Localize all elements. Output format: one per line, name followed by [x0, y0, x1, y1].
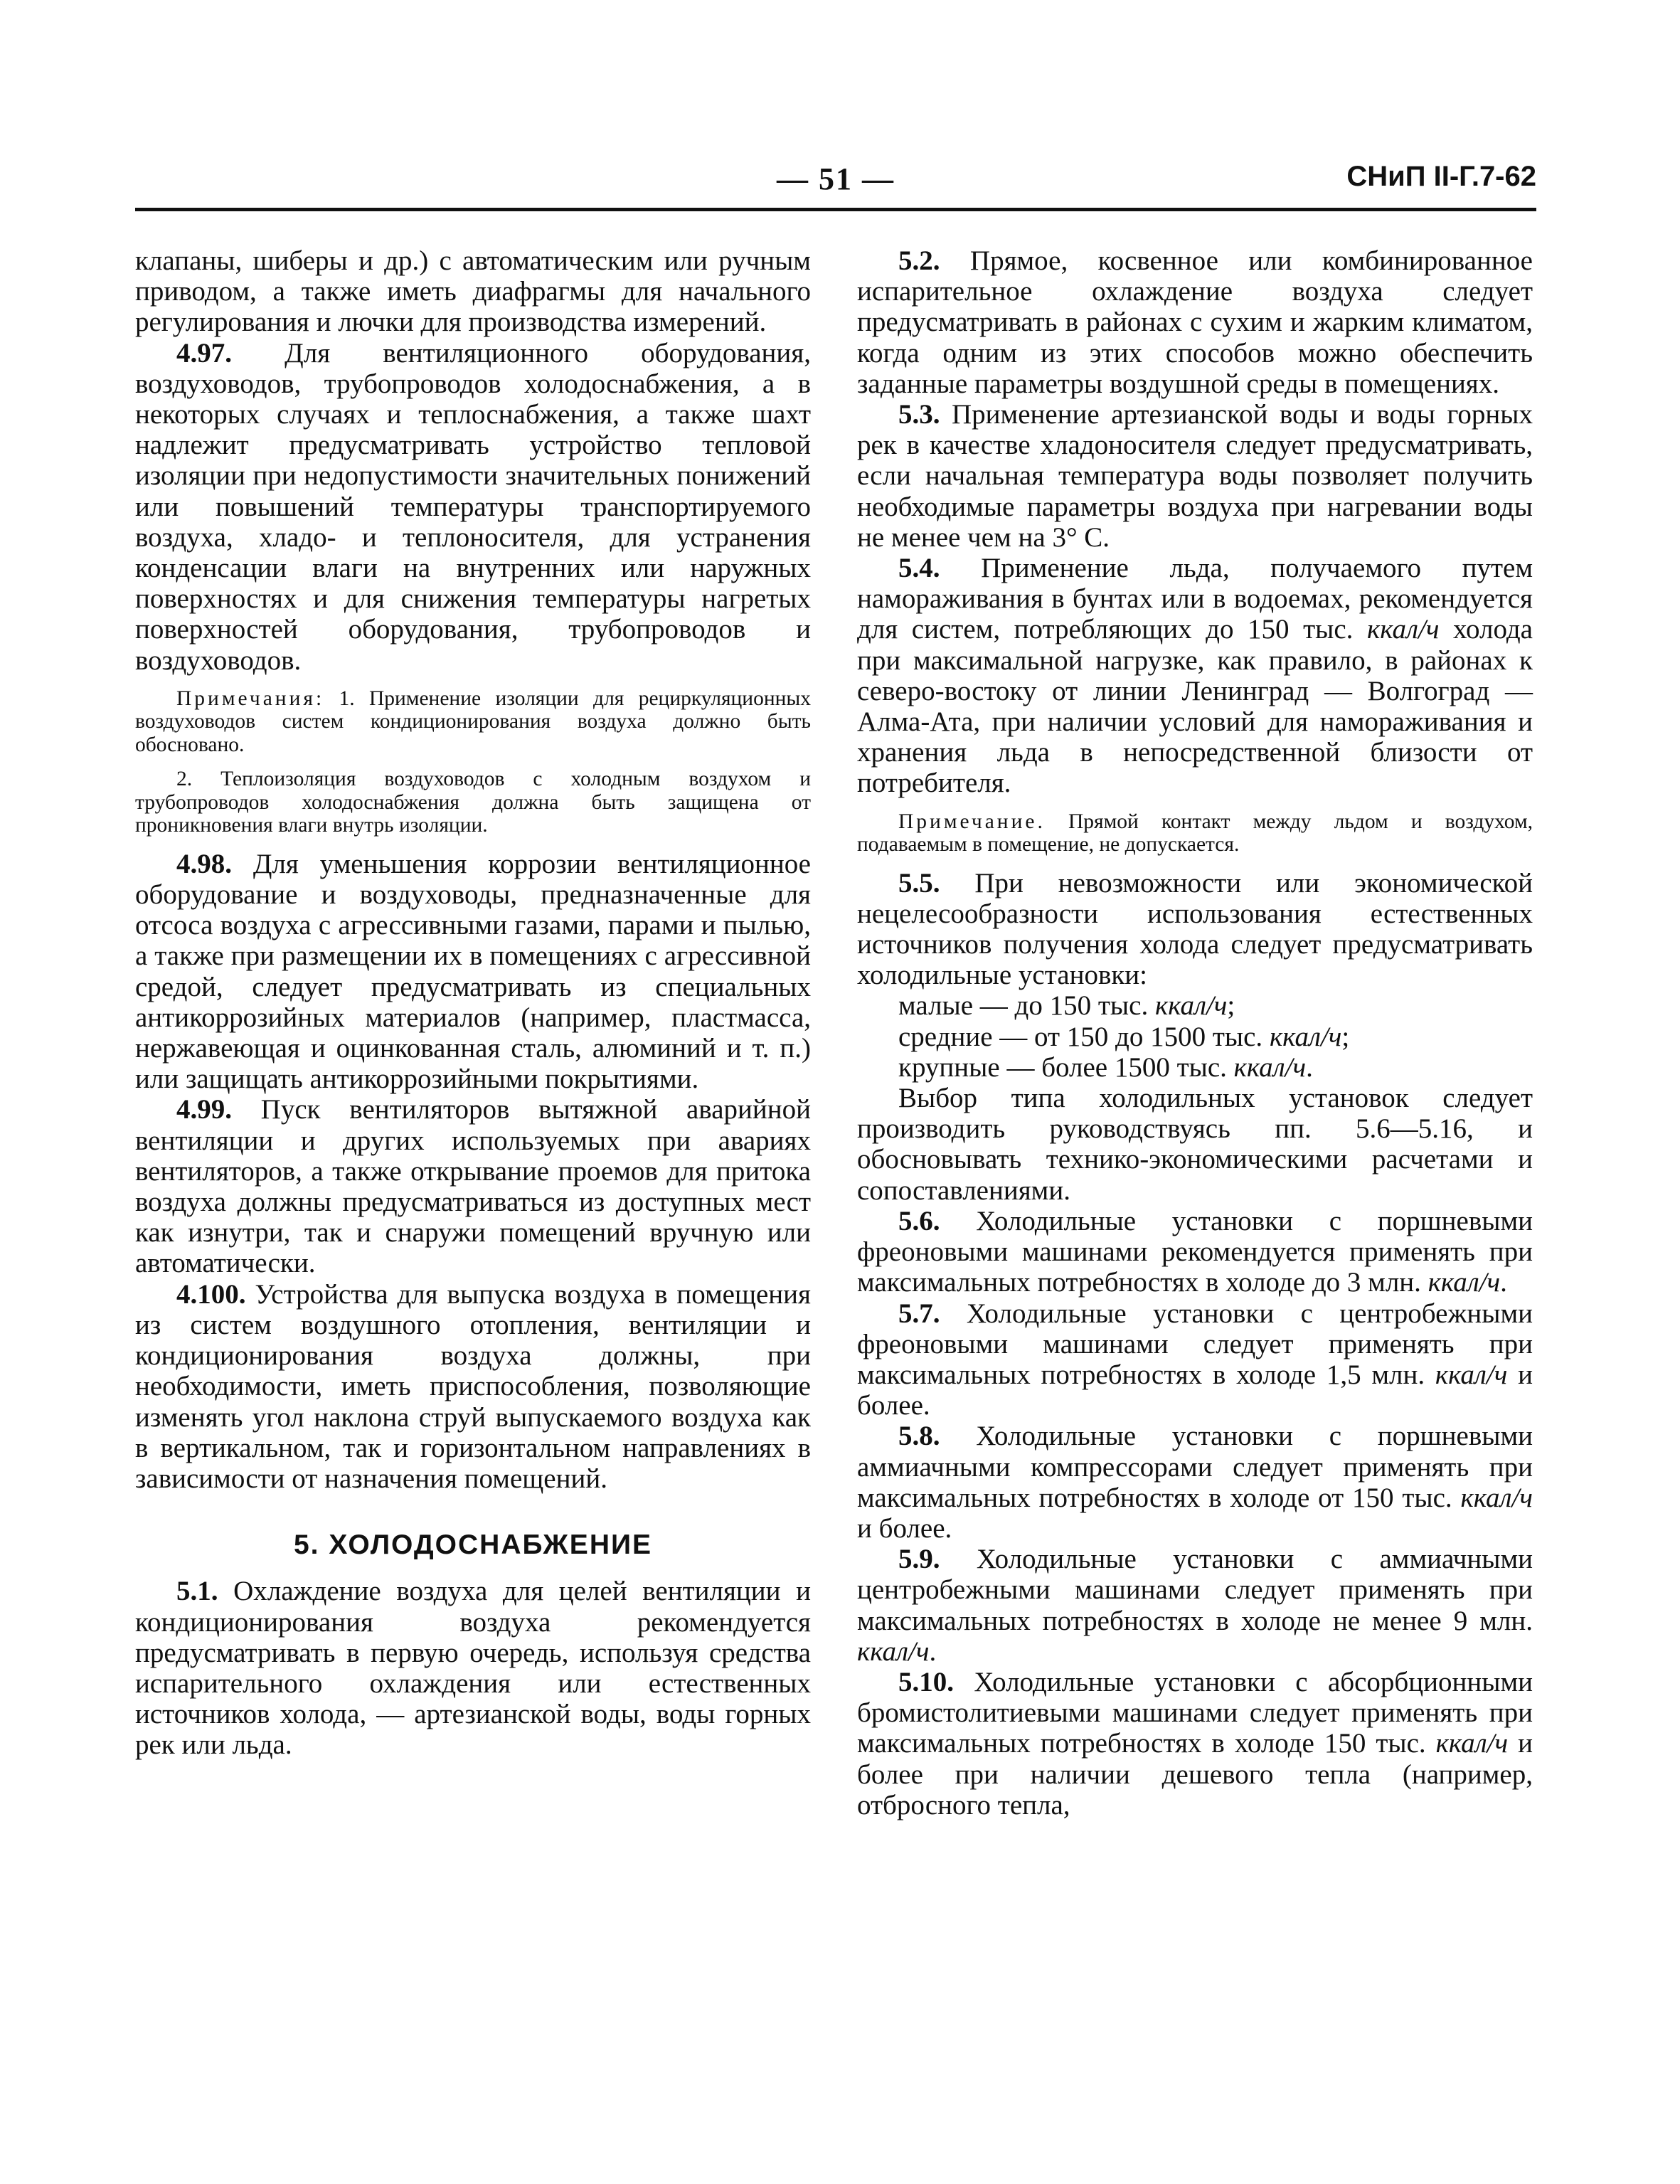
page-number: — 51 — [777, 161, 895, 196]
paragraph-5-10 [857, 1667, 1533, 1820]
size-large [857, 1052, 1533, 1083]
clause-number: 5.3. [898, 399, 940, 430]
clause-number: 4.98. [176, 848, 232, 879]
unit-text: ккал/ч [1435, 1728, 1509, 1759]
clause-text: и более. [857, 1512, 952, 1544]
note-label: Примечание. [898, 810, 1046, 833]
size-text: средние — от 150 до 1500 тыс. [898, 1021, 1270, 1052]
document-code: СНиП II-Г.7-62 [1346, 161, 1536, 192]
paragraph-5-4 [857, 553, 1533, 799]
paragraph-5-3 [857, 399, 1533, 553]
unit-text: ккал/ч [1366, 614, 1440, 645]
paragraph-4-99 [135, 1094, 811, 1278]
paragraph-5-6 [857, 1206, 1533, 1298]
unit-text: ккал/ч [1428, 1267, 1501, 1298]
unit-text: ккал/ч [1435, 1359, 1508, 1390]
paragraph-continuation: клапаны, шиберы и др.) с автоматическим или ручным приводом, а также иметь диафрагмы для начального регулирования и лючки для производства измерений. [135, 245, 811, 338]
unit-text: ккал/ч [1233, 1051, 1307, 1083]
clause-number: 5.6. [898, 1205, 940, 1236]
clause-number: 5.10. [898, 1666, 954, 1697]
note-4-97-1 [135, 687, 811, 757]
note-label: Примечания: [176, 687, 325, 710]
clause-text: Пуск вентиляторов вытяжной аварийной вентиляции и других используемых при авариях вентиляторов, а также открывание проемов для притока воздуха должны предусматриваться из доступных мест как изнутри, так и снаружи помещений вручную или автоматически. [135, 1094, 811, 1279]
note-text: Прямой контакт между льдом и воздухом, подаваемым в помещение, не допускается. [857, 810, 1533, 857]
paragraph-5-5-selection: Выбор типа холодильных установок следует производить руководствуясь пп. 5.6—5.16, и обосновывать технико-экономическими расчетами и сопоставлениями. [857, 1083, 1533, 1206]
clause-text: Холодильные установки с аммиачными центробежными машинами следует применять при максимальных потребностях в холоде не менее 9 млн. [857, 1544, 1533, 1636]
clause-number: 5.5. [898, 867, 940, 898]
clause-number: 4.97. [176, 337, 232, 369]
clause-text: . [1500, 1267, 1507, 1298]
unit-text: ккал/ч [1154, 990, 1228, 1022]
unit-text: ккал/ч [1269, 1021, 1342, 1052]
paragraph-5-5 [857, 868, 1533, 991]
note-4-97-2: 2. Теплоизоляция воздуховодов с холодным воздухом и трубопроводов холодоснабжения должна быть защищена от проникновения влаги внутрь изоляции. [135, 768, 811, 837]
clause-text: и более. [857, 1359, 1533, 1421]
clause-number: 4.100. [176, 1278, 246, 1310]
clause-text: Холодильные установки с поршневыми фреоновыми машинами рекомендуется применять при максимальных потребностях в холоде до 3 млн. [857, 1205, 1533, 1298]
size-end: ; [1227, 990, 1235, 1022]
paragraph-5-7 [857, 1298, 1533, 1421]
clause-number: 5.7. [898, 1298, 940, 1329]
clause-text: . [929, 1636, 937, 1667]
clause-text: Применение льда, получаемого путем намораживания в бунтах или в водоемах, рекомендуется для систем, потребляющих до 150 тыс. [857, 553, 1533, 645]
clause-number: 5.9. [898, 1544, 940, 1575]
clause-text: Охлаждение воздуха для целей вентиляции и кондиционирования воздуха рекомендуется предусматривать в первую очередь, используя средства испарительного охлаждения или естественных источников холода, — артезианской воды, воды горных рек или льда. [135, 1576, 811, 1761]
size-medium [857, 1022, 1533, 1052]
size-end: . [1306, 1051, 1313, 1083]
size-end: ; [1341, 1021, 1350, 1052]
clause-number: 5.1. [176, 1576, 218, 1607]
installation-size-list [857, 990, 1533, 1083]
clause-text: Холодильные установки с абсорбционными бромистолитиевыми машинами следует применять при максимальных потребностях в холоде 150 тыс. [857, 1666, 1533, 1759]
header-rule [135, 208, 1536, 211]
paragraph-5-1 [135, 1576, 811, 1760]
clause-text: Холодильные установки с поршневыми аммиачными компрессорами следует применять при максимальных потребностях в холоде от 150 тыс. [857, 1421, 1533, 1513]
section-heading: 5. ХОЛОДОСНАБЖЕНИЕ [293, 1530, 653, 1561]
size-small [857, 990, 1533, 1021]
clause-number: 5.8. [898, 1421, 940, 1452]
paragraph-4-97 [135, 338, 811, 676]
paragraph-4-98 [135, 849, 811, 1095]
clause-number: 5.2. [898, 245, 940, 276]
clause-text: Прямое, косвенное или комбинированное испарительное охлаждение воздуха следует предусматривать в районах с сухим и жарким климатом, когда одним из этих способов можно обеспечить заданные параметры воздушной среды в помещениях. [857, 245, 1533, 399]
clause-number: 5.4. [898, 553, 940, 584]
paragraph-4-100 [135, 1279, 811, 1494]
clause-text: Холодильные установки с центробежными фреоновыми машинами следует применять при максимальных потребностях в холоде 1,5 млн. [857, 1298, 1533, 1390]
left-column [135, 245, 811, 1761]
clause-text: Для уменьшения коррозии вентиляционное оборудование и воздуховоды, предназначенные для отсоса воздуха с агрессивными газами, парами и пылью, а также при размещении их в помещениях с агрессивной средой, следует предусматривать из специальных антикоррозийных материалов (например, пластмасса, нержавеющая и оцинкованная сталь, алюминий и т. п.) или защищать антикоррозийными покрытиями. [135, 848, 811, 1095]
page-header [135, 155, 1536, 212]
clause-text: Для вентиляционного оборудования, воздуховодов, трубопроводов холодоснабжения, а в некоторых случаях и теплоснабжения, а также шахт надлежит предусматривать устройство тепловой изоляции при недопустимости значительных понижений или повышений температуры транспортируемого воздуха, хладо- и теплоносителя, для устранения конденсации влаги на внутренних или наружных поверхностях и для снижения температуры нагретых поверхностей оборудования, трубопроводов и воздуховодов. [135, 337, 811, 676]
paragraph-5-9 [857, 1544, 1533, 1667]
unit-text: ккал/ч [1460, 1482, 1533, 1513]
size-text: малые — до 150 тыс. [898, 990, 1155, 1022]
note-5-4 [857, 810, 1533, 857]
unit-text: ккал/ч [857, 1636, 930, 1667]
clause-text: Применение артезианской воды и воды горных рек в качестве хладоносителя следует предусматривать, если начальная температура воды позволяет получить необходимые параметры воздуха при нагревании воды не менее чем на 3° С. [857, 399, 1533, 553]
paragraph-5-8 [857, 1421, 1533, 1544]
clause-text: и более при наличии дешевого тепла (например, отбросного тепла, [857, 1728, 1533, 1820]
clause-text: холода при максимальной нагрузке, как правило, в районах к северо-востоку от линии Ленинград — Волгоград — Алма-Ата, при наличии условий для намораживания и хранения льда в непосредственной близости от потребителя. [857, 614, 1533, 799]
clause-text: Устройства для выпуска воздуха в помещения из систем воздушного отопления, вентиляции и кондиционирования воздуха должны, при необходимости, иметь приспособления, позволяющие изменять угол наклона струй выпускаемого воздуха как в вертикальном, так и горизонтальном направлениях в зависимости от назначения помещений. [135, 1278, 811, 1494]
paragraph-5-2 [857, 245, 1533, 399]
note-text: 1. Применение изоляции для рециркуляционных воздуховодов систем кондиционирования воздуха должно быть обосновано. [135, 687, 811, 756]
clause-text: При невозможности или экономической нецелесообразности использования естественных источников получения холода следует предусматривать холодильные установки: [857, 867, 1533, 991]
clause-number: 4.99. [176, 1094, 232, 1125]
right-column [857, 245, 1533, 1820]
size-text: крупные — более 1500 тыс. [898, 1051, 1234, 1083]
